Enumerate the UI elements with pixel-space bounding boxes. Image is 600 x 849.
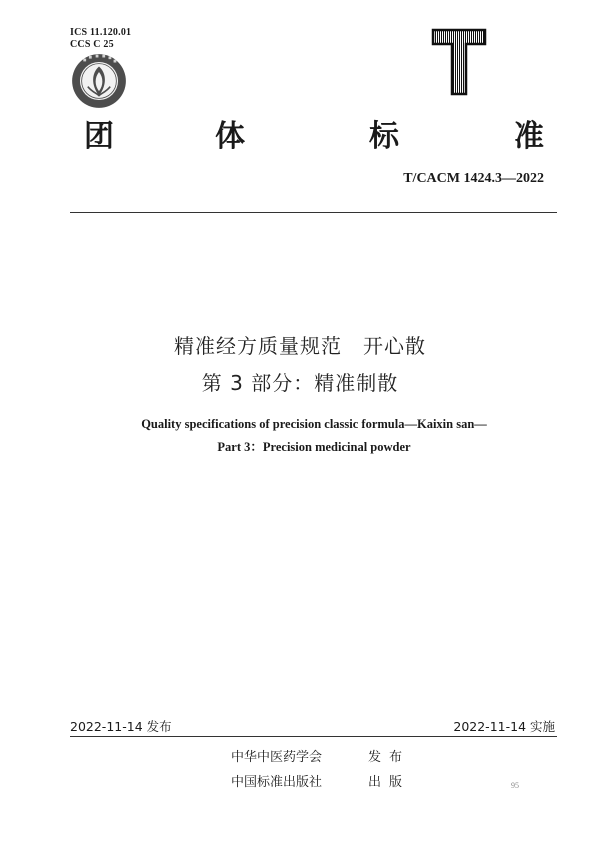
- ccs-code: CCS C 25: [70, 39, 114, 50]
- implementation-date: 2022-11-14 实施: [453, 719, 555, 734]
- header-divider: [70, 212, 557, 213]
- page-number: 95: [511, 781, 519, 790]
- association-seal-logo: [71, 53, 127, 109]
- publisher-action: 发布: [368, 750, 411, 765]
- ics-code: ICS 11.120.01: [70, 27, 132, 38]
- chinese-title-line-2: 第 3 部分：精准制散: [201, 371, 399, 395]
- standard-number: T/CACM 1424.3—2022: [403, 171, 544, 186]
- standard-type-letter-t: [431, 28, 487, 96]
- group-standard-title-char: 体: [215, 119, 245, 154]
- footer-divider: [70, 736, 557, 737]
- group-standard-title-char: 标: [369, 119, 399, 154]
- group-standard-title-char: 准: [514, 119, 544, 154]
- press-organization: 中国标准出版社: [231, 775, 323, 790]
- chinese-title-line-1: 精准经方质量规范 开心散: [174, 334, 426, 358]
- english-title-line-1: Quality specifications of precision classic formula—Kaixin san—: [141, 417, 487, 431]
- publish-date: 2022-11-14 发布: [70, 719, 172, 734]
- press-action: 出版: [368, 775, 411, 790]
- group-standard-title-char: 团: [84, 119, 114, 154]
- publisher-organization: 中华中医药学会: [231, 750, 323, 765]
- english-title-line-2: Part 3：Precision medicinal powder: [217, 440, 411, 454]
